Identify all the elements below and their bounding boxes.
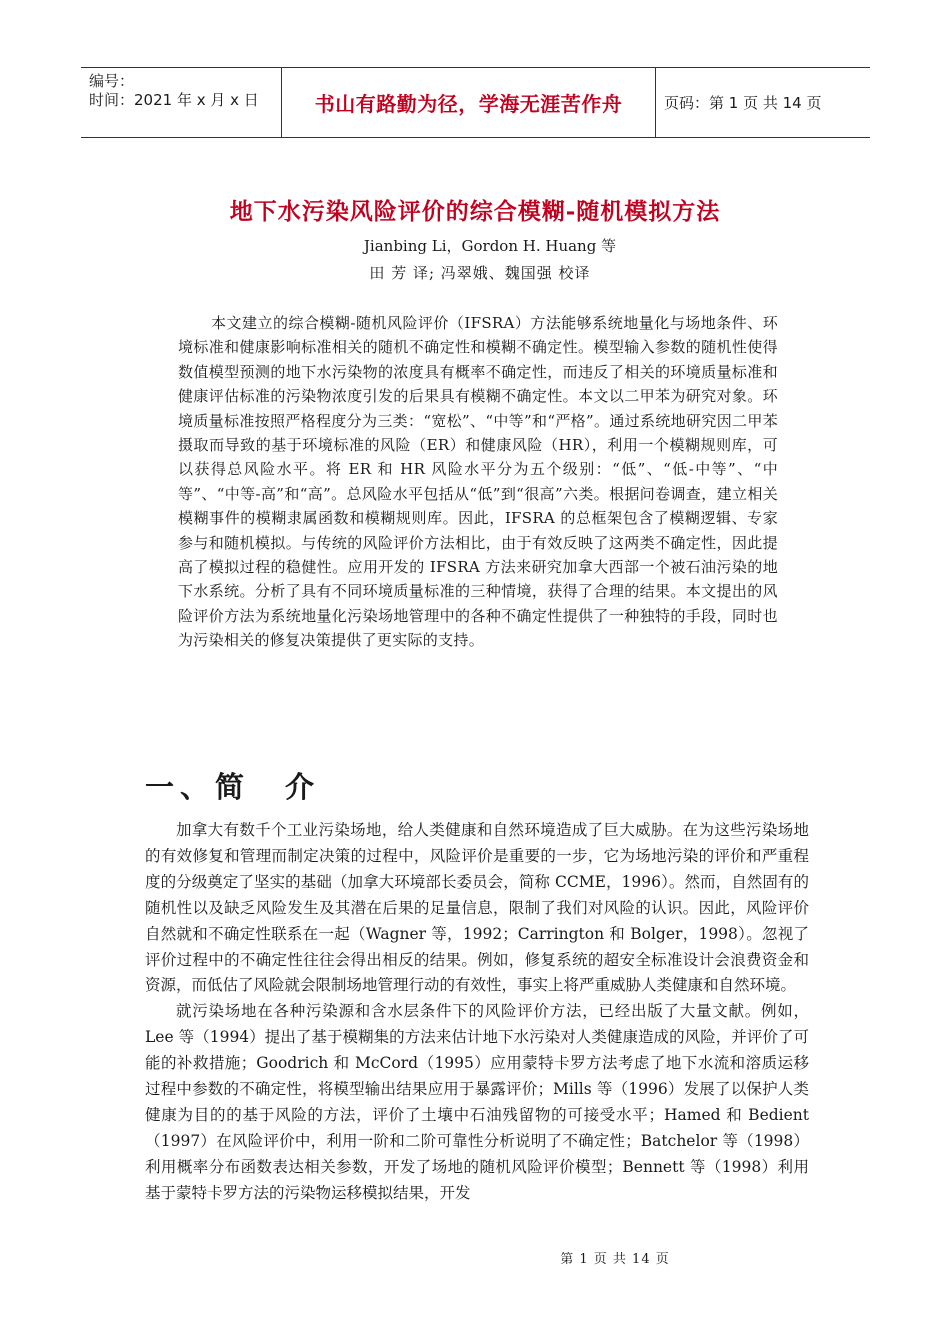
header-meta (81, 68, 281, 137)
page-footer: 第 1 页 共 14 页 (560, 1252, 670, 1267)
paragraph: 加拿大有数千个工业污染场地，给人类健康和自然环境造成了巨大威胁。在为这些污染场地的有效修复和管理而制定决策的过程中，风险评价是重要的一步，它为场地污染的评价和严重程度的分级奠定了坚实的基础（加拿大环境部长委员会，简称 CCME，1996）。然而，自然固有的随机性以及缺乏风险发生及其潜在后果的足量信息，限制了我们对风险的认识。因此，风险评价自然就和不确定性联系在一起（Wagner 等，1992；Carrington 和 Bolger，1998）。忽视了评价过程中的不确定性往往会得出相反的结果。例如，修复系统的超安全标准设计会浪费资金和资源，而低估了风险就会限制场地管理行动的有效性，事实上将严重威胁人类健康和自然环境。 (145, 821, 809, 995)
body-text (145, 818, 809, 1207)
translators: 田 芳 译; 冯翠娥、魏国强 校译 (369, 264, 591, 282)
section-heading: 一、简 介 (145, 770, 321, 804)
page-label: 页码：第 1 页 共 14 页 (664, 94, 822, 112)
header-page (656, 68, 870, 137)
paragraph: 就污染场地在各种污染源和含水层条件下的风险评价方法，已经出版了大量文献。例如，Lee 等（1994）提出了基于模糊集的方法来估计地下水污染对人类健康造成的风险，并评价了可能的补救措施；Goodrich 和 McCord（1995）应用蒙特卡罗方法考虑了地下水流和溶质运移过程中参数的不确定性，将模型输出结果应用于暴露评价；Mills 等（1996）发展了以保护人类健康为目的的基于风险的方法，评价了土壤中石油残留物的可接受水平；Hamed 和 Bedient（1997）在风险评价中，利用一阶和二阶可靠性分析说明了不确定性；Batchelor 等（1998）利用概率分布函数表达相关参数，开发了场地的随机风险评价模型；Bennett 等（1998）利用基于蒙特卡罗方法的污染物运移模拟结果，开发 (145, 1002, 809, 1202)
motto-text: 书山有路勤为径，学海无涯苦作舟 (314, 92, 623, 116)
abstract: 本文建立的综合模糊-随机风险评价（IFSRA）方法能够系统地量化与场地条件、环境标准和健康影响标准相关的随机不确定性和模糊不确定性。模型输入参数的随机性使得数值模型预测的地下水污染物的浓度具有概率不确定性，而违反了相关的环境质量标准和健康评估标准的污染物浓度引发的后果具有模糊不确定性。本文以二甲苯为研究对象。环境质量标准按照严格程度分为三类：“宽松”、“中等”和“严格”。通过系统地研究因二甲苯摄取而导致的基于环境标准的风险（ER）和健康风险（HR），利用一个模糊规则库，可以获得总风险水平。将 ER 和 HR 风险水平分为五个级别：“低”、“低-中等”、“中等”、“中等-高”和“高”。总风险水平包括从“低”到“很高”六类。根据问卷调查，建立相关模糊事件的模糊隶属函数和模糊规则库。因此，IFSRA 的总框架包含了模糊逻辑、专家参与和随机模拟。与传统的风险评价方法相比，由于有效反映了这两类不确定性，因此提高了模拟过程的稳健性。应用开发的 IFSRA 方法来研究加拿大西部一个被石油污染的地下水系统。分析了具有不同环境质量标准的三种情境，获得了合理的结果。本文提出的风险评价方法为系统地量化污染场地管理中的各种不确定性提供了一种独特的手段，同时也为污染相关的修复决策提供了更实际的支持。 (178, 314, 778, 650)
date-label: 时间：2021 年 x 月 x 日 (89, 91, 259, 109)
number-label: 编号： (89, 72, 135, 90)
header-motto (281, 68, 656, 137)
document-title: 地下水污染风险评价的综合模糊-随机模拟方法 (229, 198, 721, 225)
authors: Jianbing Li，Gordon H. Huang 等 (363, 237, 617, 255)
document-header (81, 67, 870, 138)
